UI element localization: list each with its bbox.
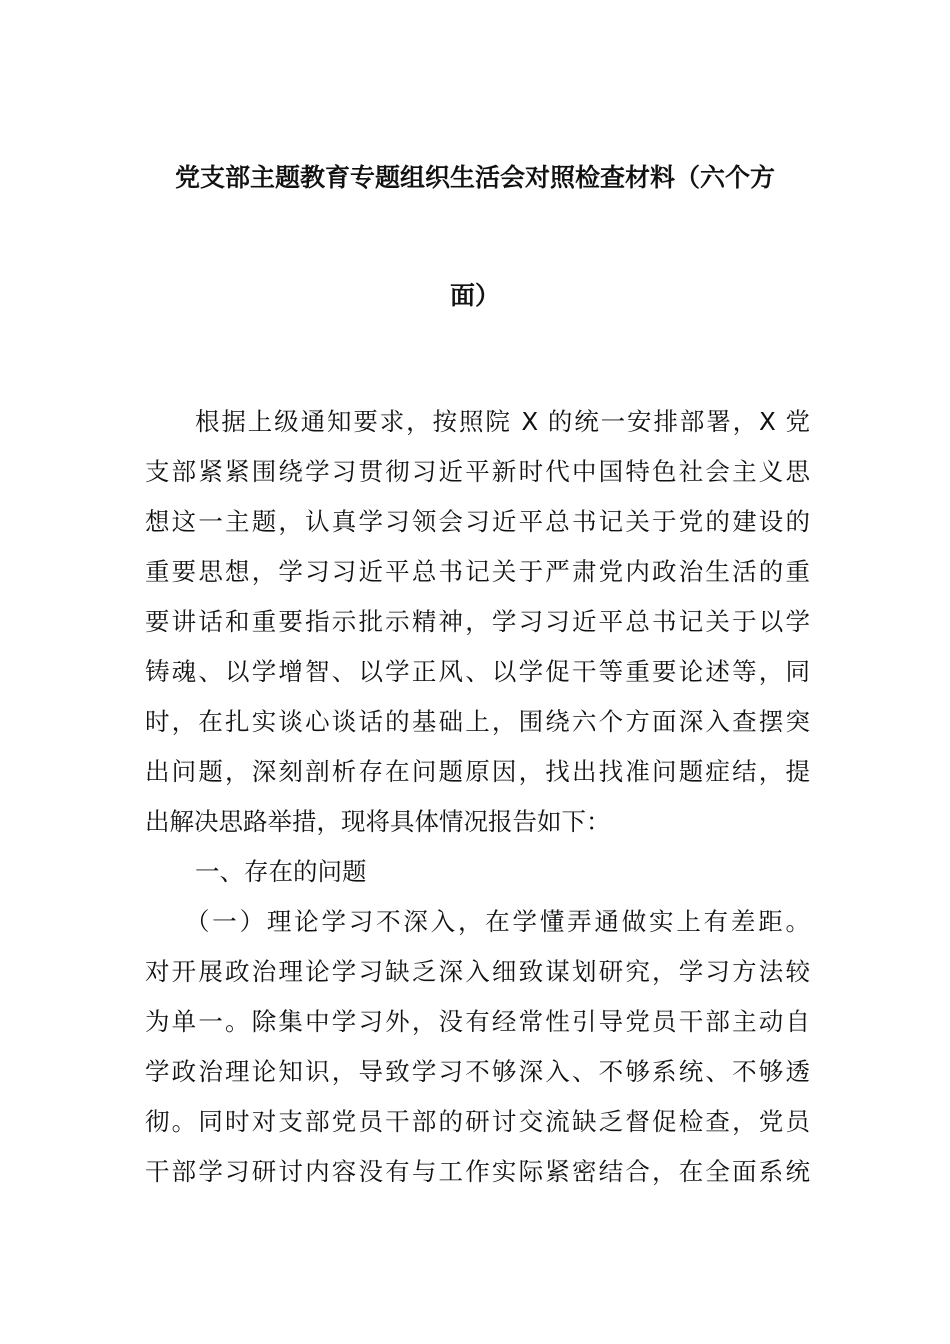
body-text-line-14: 干部学习研讨内容没有与工作实际紧密结合，在全面系统 [145,1157,810,1186]
section-heading: 一、存在的问题 [195,857,367,886]
body-text-line-4: 重要思想，学习习近平总书记关于严肃党内政治生活的重 [145,557,810,586]
body-text-line-10: 对开展政治理论学习缺乏深入细致谋划研究，学习方法较 [145,957,810,986]
document-title-line-2: 面） [449,281,500,310]
body-text-line-12: 学政治理论知识，导致学习不够深入、不够系统、不够透 [145,1057,810,1086]
document-title-line-1: 党支部主题教育专题组织生活会对照检查材料（六个方 [174,163,775,192]
body-text-line-1: 根据上级通知要求，按照院 X 的统一安排部署，X 党 [195,407,810,436]
body-text-line-2: 支部紧紧围绕学习贯彻习近平新时代中国特色社会主义思 [145,457,810,486]
body-text-line-8: 出问题，深刻剖析存在问题原因，找出找准问题症结，提 [145,757,810,786]
body-text-line-7: 时，在扎实谈心谈话的基础上，围绕六个方面深入查摆突 [145,707,810,736]
subsection-heading: （一）理论学习不深入，在学懂弄通做实上有差距。 [185,907,810,936]
body-text-line-9: 出解决思路举措，现将具体情况报告如下： [145,807,611,836]
body-text-line-11: 为单一。除集中学习外，没有经常性引导党员干部主动自 [145,1007,810,1036]
body-text-line-3: 想这一主题，认真学习领会习近平总书记关于党的建设的 [145,507,810,536]
body-text-line-6: 铸魂、以学增智、以学正风、以学促干等重要论述等，同 [145,657,810,686]
body-text-line-13: 彻。同时对支部党员干部的研讨交流缺乏督促检查，党员 [145,1107,810,1136]
body-text-line-5: 要讲话和重要指示批示精神，学习习近平总书记关于以学 [145,607,810,636]
